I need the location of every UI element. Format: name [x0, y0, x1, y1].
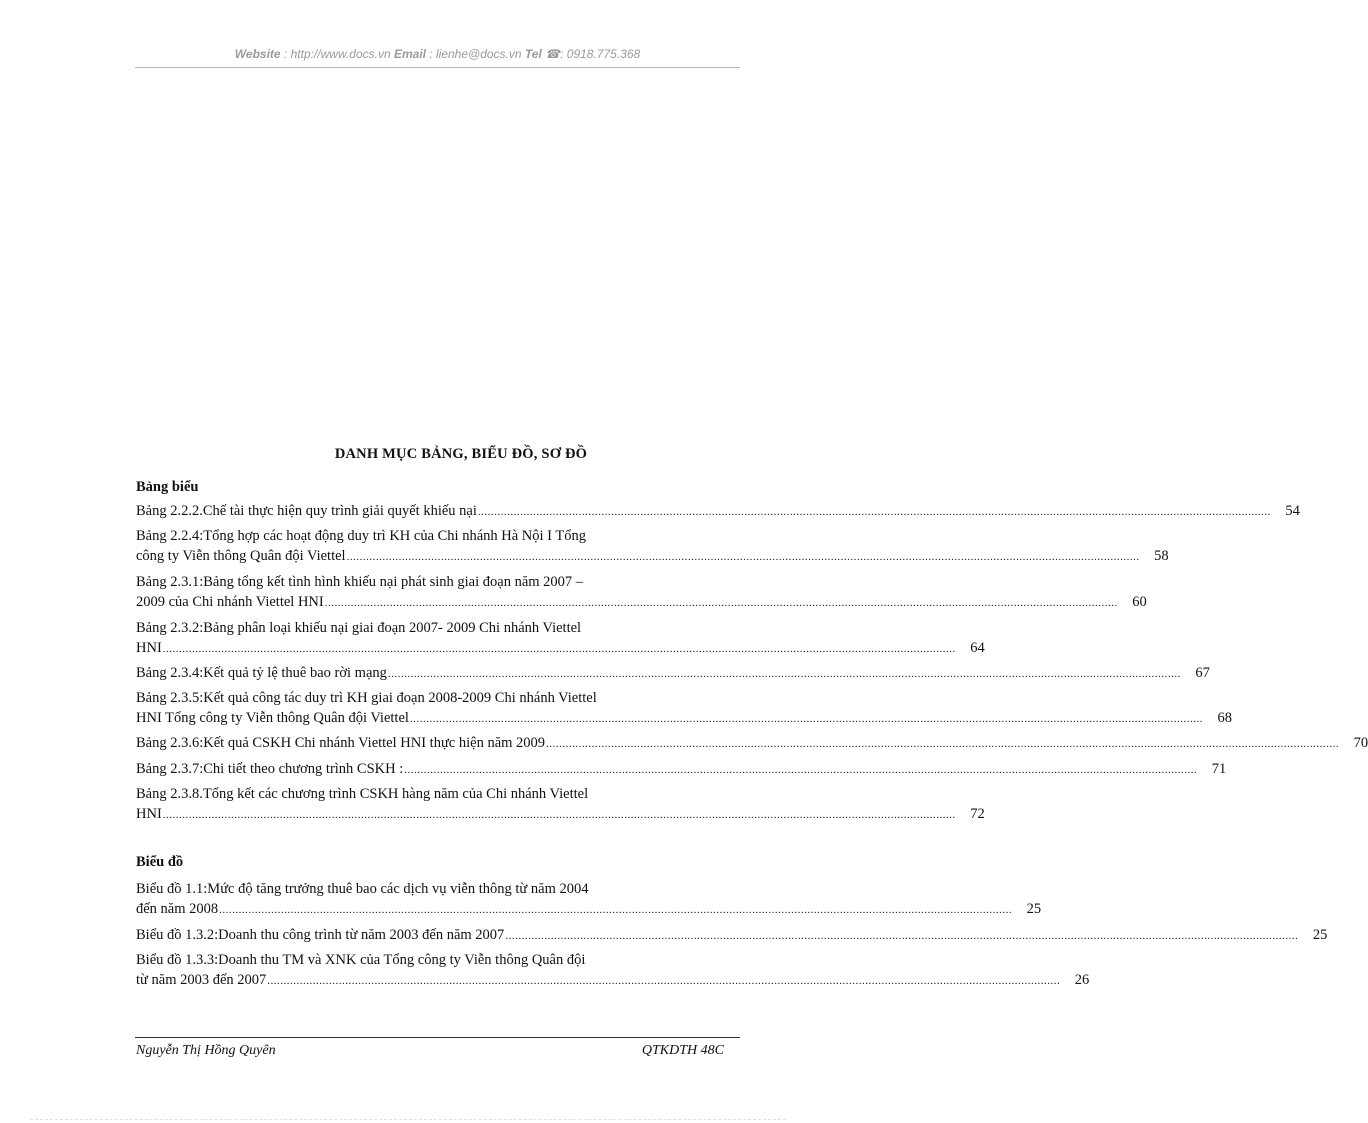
tel-value: : 0918.775.368 [560, 47, 641, 61]
toc-entry [136, 925, 1328, 946]
toc-entry-label: Bảng 2.3.5: [136, 690, 204, 706]
toc-entry [136, 950, 1090, 991]
toc-entry-text: Kết quả tỷ lệ thuê bao rời mạng [203, 665, 387, 681]
toc-entry-line [136, 970, 1090, 991]
toc-entry-line [136, 501, 1300, 522]
phone-icon: ☎ [545, 47, 561, 61]
toc-entry-line [136, 663, 1210, 684]
toc-page-number: 70 [1353, 735, 1368, 751]
toc-dot-leader [478, 502, 1271, 522]
toc-entry-text: HNI Tổng công ty Viễn thông Quân đội Viettel [136, 710, 409, 726]
toc-entry-text: Doanh thu TM và XNK của Tổng công ty Viễn thông Quân đội [218, 952, 586, 968]
toc-page-number: 60 [1132, 594, 1147, 610]
toc-entry-text: Kết quả CSKH Chi nhánh Viettel HNI thực hiện năm 2009 [203, 735, 546, 751]
toc-entry [136, 759, 1227, 780]
toc-entry-line [136, 572, 739, 592]
toc-entry-line [136, 879, 739, 899]
toc-dot-leader [163, 805, 956, 825]
toc-entry-line [136, 526, 739, 546]
toc-page-number: 68 [1217, 710, 1232, 726]
toc-dot-leader [388, 664, 1181, 684]
toc-dot-leader [505, 926, 1298, 946]
website-value: : http://www.docs.vn [280, 47, 394, 61]
toc-entry [136, 618, 985, 659]
toc-page-number: 72 [970, 806, 985, 822]
header-divider [135, 67, 740, 68]
toc-dot-leader [267, 971, 1060, 991]
toc-page-number: 64 [970, 640, 985, 656]
toc-entry-text: Chi tiết theo chương trình CSKH : [203, 761, 404, 777]
toc-entry-text: Doanh thu công trình từ năm 2003 đến năm 2007 [218, 927, 505, 943]
website-label: Website [234, 47, 281, 61]
toc-entry-line [136, 950, 739, 970]
page-title: DANH MỤC BẢNG, BIỂU ĐỒ, SƠ ĐỒ [334, 446, 588, 462]
toc-entry-text: Mức độ tăng trưởng thuê bao các dịch vụ viễn thông từ năm 2004 [207, 881, 589, 897]
toc-entry-label: Biểu đồ 1.3.3: [136, 952, 219, 968]
toc-entry-text: HNI [136, 806, 162, 822]
toc-entry-label: Bảng 2.3.7: [136, 761, 204, 777]
toc-entry [136, 733, 1368, 754]
toc-entry [136, 572, 1147, 613]
toc-dot-leader [546, 734, 1339, 754]
toc-entry-text: Chế tài thực hiện quy trình giải quyết khiếu nại [202, 503, 477, 519]
toc-dot-leader [163, 639, 956, 659]
toc-entry-label: Bảng 2.3.1: [136, 574, 204, 590]
toc-entry-line [136, 733, 1368, 754]
toc-entry-label: Bảng 2.3.6: [136, 735, 204, 751]
toc-entry-label: Bảng 2.2.2. [136, 503, 203, 519]
email-label: Email [393, 47, 426, 61]
toc-page-number: 26 [1074, 972, 1090, 988]
toc-entry-text: Tổng kết các chương trình CSKH hàng năm của Chi nhánh Viettel [202, 786, 589, 802]
toc-page-number: 67 [1195, 665, 1210, 681]
toc-entry-line [136, 759, 1227, 780]
toc-page-number: 58 [1154, 548, 1169, 564]
toc-dot-leader [404, 760, 1197, 780]
toc-entry [136, 526, 1169, 567]
toc-entry [136, 501, 1300, 522]
toc-entry-line [136, 925, 1328, 946]
toc-entry-line [136, 618, 739, 638]
toc-entry-text: Bảng tổng kết tình hình khiếu nại phát sinh giai đoạn năm 2007 – [203, 574, 584, 590]
toc-page-number: 25 [1026, 901, 1042, 917]
toc-entry-text: 2009 của Chi nhánh Viettel HNI [136, 594, 324, 610]
toc-entry-line [136, 688, 739, 708]
toc-entry-text: từ năm 2003 đến 2007 [136, 972, 267, 988]
toc-entry [136, 688, 1232, 729]
footer-author: Nguyễn Thị Hồng Quyên [136, 1043, 276, 1058]
toc-dot-leader [219, 900, 1012, 920]
toc-entry-text: Tổng hợp các hoạt động duy trì KH của Chi nhánh Hà Nội I Tổng [203, 528, 586, 544]
page-bottom-divider [30, 1119, 786, 1120]
toc-dot-leader [325, 593, 1118, 613]
email-value: : lienhe@docs.vn [426, 47, 525, 61]
tel-label: Tel [524, 47, 542, 61]
toc-entry-line [136, 708, 1232, 729]
toc-entry-text: Bảng phân loại khiếu nại giai đoạn 2007- 2009 Chi nhánh Viettel [203, 620, 582, 636]
toc-entry-line [136, 546, 1169, 567]
page-header [135, 47, 740, 61]
toc-entry-text: HNI [136, 640, 162, 656]
toc-page-number: 54 [1285, 503, 1300, 519]
toc-entry-line [136, 899, 1042, 920]
footer-class-code: QTKDTH 48C [641, 1043, 724, 1058]
toc-entry-label: Biểu đồ 1.3.2: [136, 927, 219, 943]
toc-dot-leader [410, 709, 1203, 729]
toc-page-number: 71 [1211, 761, 1227, 777]
toc-entry-label: Bảng 2.3.4: [136, 665, 204, 681]
toc-dot-leader [347, 547, 1140, 567]
toc-entry-text: đến năm 2008 [136, 901, 219, 917]
toc-entry-line [136, 638, 985, 659]
toc-entry [136, 879, 1042, 920]
toc-entry-label: Bảng 2.2.4: [136, 528, 204, 544]
toc-entry-text: Kết quả công tác duy trì KH giai đoạn 2008-2009 Chi nhánh Viettel [203, 690, 597, 706]
toc-entry-label: Bảng 2.3.2: [136, 620, 204, 636]
toc-entry-line [136, 592, 1147, 613]
toc-entry-text: công ty Viễn thông Quân đội Viettel [136, 548, 346, 564]
tables-section-heading: Bảng biểu [136, 479, 199, 495]
toc-entry-line [136, 804, 985, 825]
toc-entry [136, 663, 1210, 684]
toc-page-number: 25 [1312, 927, 1328, 943]
toc-entry-label: Biểu đồ 1.1: [136, 881, 208, 897]
toc-entry [136, 784, 985, 825]
footer-divider [135, 1037, 740, 1038]
toc-entry-label: Bảng 2.3.8. [136, 786, 203, 802]
charts-section-heading: Biểu đồ [136, 854, 184, 870]
toc-entry-line [136, 784, 739, 804]
